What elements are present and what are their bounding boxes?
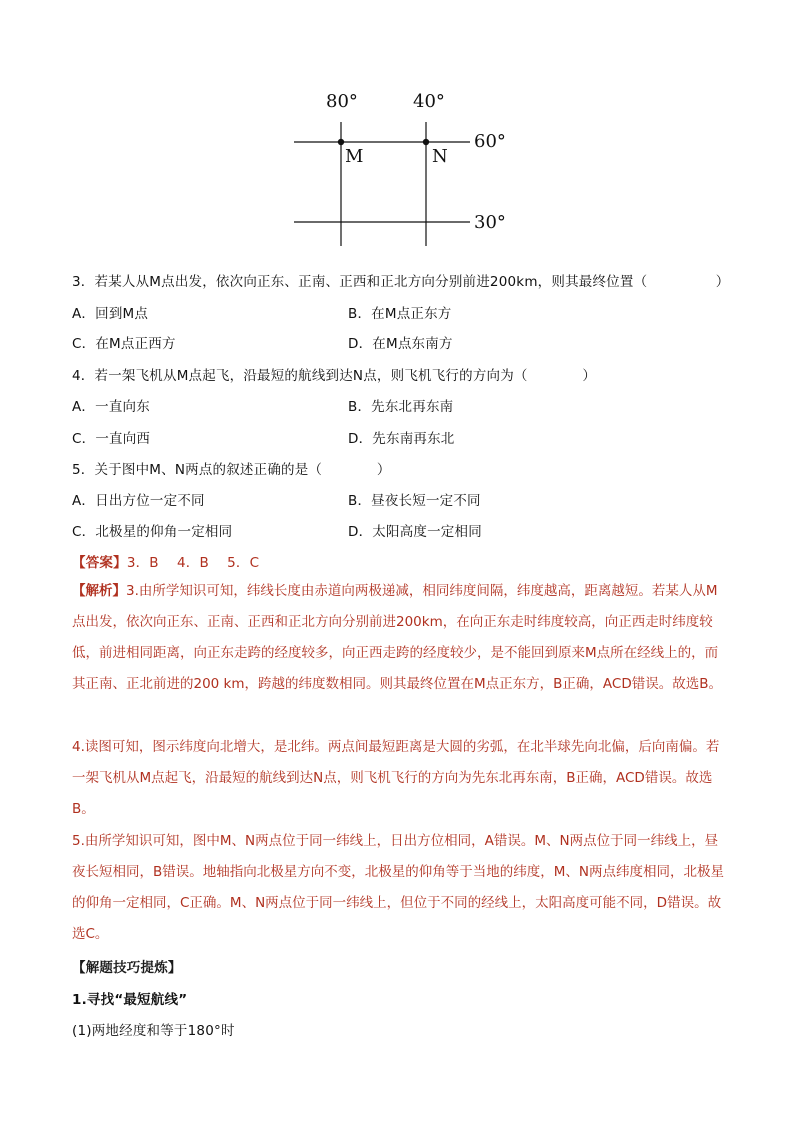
point-m-label: M <box>345 146 364 167</box>
analysis-q3-text: 3.由所学知识可知，纬线长度由赤道向两极递减，相同纬度间隔，纬度越高，距离越短。若某人从M点出发，依次向正东、正南、正西和正北方向分别前进200km，在向正东走时纬度较高，向正西走时纬度较低，前进相同距离，向正东走跨的经度较多，向正西走跨的经度较少，是不能回到原来M点所在经线上的，而其正南、正北前进的200 km，跨越的纬度数相同。则其最终位置在M点正东方，B正确，ACD错误。故选B。 <box>72 583 723 692</box>
analysis-q4-text: 4.读图可知，图示纬度向北增大，是北纬。两点间最短距离是大圆的劣弧，在北半球先向北偏，后向南偏。若一架飞机从M点起飞，沿最短的航线到达N点，则飞机飞行的方向为先东北再东南，B正确，ACD错误。故选B。 <box>72 739 720 817</box>
question-5-stem: 5．关于图中M、N两点的叙述正确的是（ ） <box>72 462 391 478</box>
longitude-label-right: 40° <box>413 91 445 112</box>
question-4-option-b: B．先东北再东南 <box>348 399 454 415</box>
question-4-option-d: D．先东南再东北 <box>348 431 455 447</box>
tips-heading: 【解题技巧提炼】 <box>72 960 182 976</box>
latitude-label-top: 60° <box>474 131 506 152</box>
lat-lon-grid-diagram <box>280 82 520 252</box>
tips-subheading-1: 1.寻找“最短航线” <box>72 992 188 1008</box>
answer-text: 3．B 4．B 5．C <box>126 555 260 571</box>
point-m-dot <box>338 139 344 145</box>
question-3-option-a: A．回到M点 <box>72 306 149 322</box>
question-4-stem: 4．若一架飞机从M点起飞，沿最短的航线到达N点，则飞机飞行的方向为（ ） <box>72 368 597 384</box>
answer-label: 【答案】 <box>72 555 127 571</box>
question-4-option-c: C．一直向西 <box>72 431 151 447</box>
question-3-option-b: B．在M点正东方 <box>348 306 452 322</box>
question-5-option-c: C．北极星的仰角一定相同 <box>72 524 233 540</box>
analysis-q3 <box>72 576 724 700</box>
analysis-label: 【解析】 <box>72 583 126 599</box>
tips-subheading-2: (1)两地经度和等于180°时 <box>72 1023 235 1039</box>
point-n-dot <box>423 139 429 145</box>
answer-line <box>72 551 259 571</box>
question-4-option-a: A．一直向东 <box>72 399 150 415</box>
longitude-label-left: 80° <box>326 91 358 112</box>
analysis-q5 <box>72 826 724 950</box>
point-n-label: N <box>432 146 448 167</box>
latitude-label-bottom: 30° <box>474 212 506 233</box>
question-5-option-d: D．太阳高度一定相同 <box>348 524 482 540</box>
question-5-option-a: A．日出方位一定不同 <box>72 493 205 509</box>
analysis-q5-text: 5.由所学知识可知，图中M、N两点位于同一纬线上，日出方位相同，A错误。M、N两点位于同一纬线上，昼夜长短相同，B错误。地轴指向北极星方向不变，北极星的仰角等于当地的纬度，M、N两点纬度相同，北极星的仰角一定相同，C正确。M、N两点位于同一纬线上，但位于不同的经线上，太阳高度可能不同，D错误。故选C。 <box>72 833 725 942</box>
question-3-option-c: C．在M点正西方 <box>72 336 176 352</box>
question-3-option-d: D．在M点东南方 <box>348 336 453 352</box>
question-3-stem: 3．若某人从M点出发，依次向正东、正南、正西和正北方向分别前进200km，则其最终位置（ ） <box>72 274 730 290</box>
question-5-option-b: B．昼夜长短一定不同 <box>348 493 481 509</box>
analysis-q4 <box>72 732 724 825</box>
